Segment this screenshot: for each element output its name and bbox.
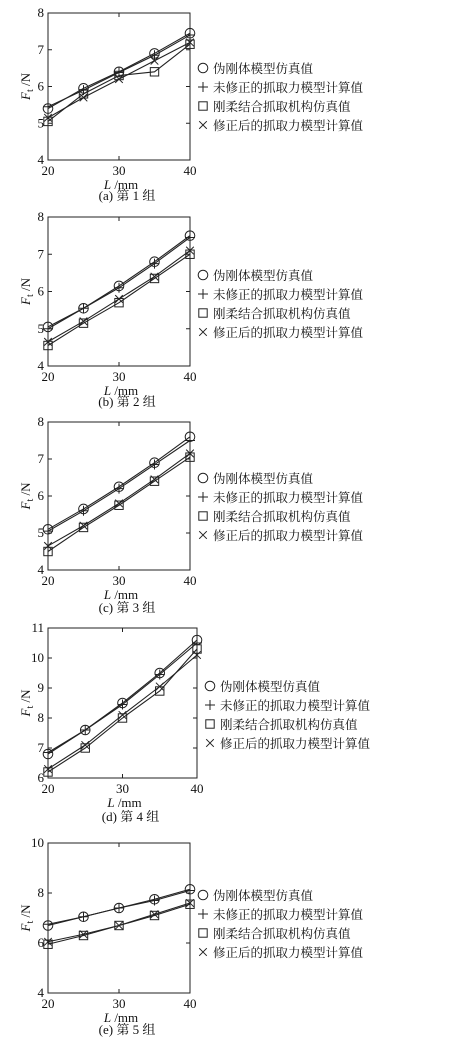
x-tick-label: 30 (112, 996, 126, 1011)
legend-label: 伪刚体模型仿真值 (220, 679, 321, 694)
panel-caption: (d) 第 4 组 (101, 809, 160, 824)
chart-panel-2 (18, 209, 364, 409)
legend-marker-cross (199, 948, 207, 956)
legend-label: 修正后的抓取力模型计算值 (213, 325, 364, 340)
series-plus (43, 436, 195, 537)
y-tick-label: 6 (37, 488, 44, 503)
y-tick-label: 11 (31, 620, 44, 635)
legend (198, 471, 364, 543)
y-tick-label: 8 (37, 414, 44, 429)
data-point (115, 922, 123, 930)
legend-marker-plus (205, 700, 215, 710)
plot-frame (48, 13, 190, 160)
data-point (43, 919, 53, 929)
legend-label: 未修正的抓取力模型计算值 (213, 287, 364, 302)
legend-label: 修正后的抓取力模型计算值 (213, 945, 364, 960)
legend-label: 伪刚体模型仿真值 (213, 888, 314, 903)
data-point (43, 748, 53, 758)
y-tick-label: 8 (37, 5, 44, 20)
series-line (48, 457, 190, 551)
series-square (44, 250, 194, 350)
y-tick-label: 10 (31, 835, 44, 850)
data-point (185, 232, 195, 242)
series-line (48, 254, 190, 345)
x-tick-label: 20 (41, 369, 55, 384)
plot-frame (48, 843, 190, 993)
y-axis-label: $F_t$ /N (18, 278, 36, 305)
x-tick-label: 40 (183, 573, 197, 588)
legend (198, 888, 364, 960)
data-point (150, 896, 160, 906)
panel-caption: (b) 第 2 组 (98, 394, 156, 409)
legend-marker-circle (198, 270, 208, 280)
series-line (48, 437, 190, 530)
legend-marker-square (199, 309, 207, 317)
legend-marker-square (206, 720, 214, 728)
legend-marker-circle (198, 890, 208, 900)
legend-label: 修正后的抓取力模型计算值 (213, 118, 364, 133)
x-tick-label: 20 (41, 573, 55, 588)
y-tick-label: 4 (37, 562, 44, 577)
x-tick-label: 30 (116, 781, 129, 796)
legend-label: 修正后的抓取力模型计算值 (213, 528, 364, 543)
x-axis-label: L /mm (107, 795, 142, 810)
panel-caption: (a) 第 1 组 (98, 188, 156, 203)
series-line (48, 655, 197, 769)
y-axis-label: $F_t$ /N (18, 689, 36, 717)
series-plus (43, 886, 195, 930)
legend-label: 伪刚体模型仿真值 (213, 268, 314, 283)
chart-panel-4 (18, 620, 371, 824)
series-line (48, 44, 190, 121)
x-tick-label: 40 (183, 369, 197, 384)
y-axis-label: $F_t$ /N (18, 73, 36, 100)
series-line (48, 640, 197, 754)
legend-label: 未修正的抓取力模型计算值 (213, 80, 364, 95)
data-point (185, 436, 195, 446)
data-point (150, 460, 160, 470)
x-axis-label: L /mm (103, 1010, 139, 1025)
y-tick-label: 10 (31, 650, 44, 665)
data-point (150, 259, 160, 269)
x-axis-label: L /mm (103, 383, 139, 398)
y-axis-label: $F_t$ /N (18, 904, 36, 932)
series-cross (44, 651, 201, 773)
y-tick-label: 9 (37, 680, 44, 695)
y-tick-label: 8 (37, 885, 44, 900)
data-point (185, 886, 195, 896)
y-tick-label: 6 (37, 770, 44, 785)
x-tick-label: 40 (190, 781, 204, 796)
x-tick-label: 20 (41, 996, 55, 1011)
series-cross (44, 450, 194, 550)
legend-label: 刚柔结合抓取机构仿真值 (213, 306, 351, 321)
y-tick-label: 5 (37, 115, 44, 131)
x-tick-label: 30 (112, 163, 126, 178)
legend-label: 刚柔结合抓取机构仿真值 (213, 509, 351, 524)
legend-label: 未修正的抓取力模型计算值 (213, 907, 364, 922)
legend-label: 刚柔结合抓取机构仿真值 (220, 717, 358, 732)
series-circle (43, 432, 195, 534)
y-tick-label: 4 (37, 152, 44, 167)
legend-marker-plus (198, 289, 208, 299)
series-square (44, 453, 194, 556)
legend-marker-square (199, 929, 207, 937)
y-tick-label: 7 (37, 246, 44, 262)
x-axis-label: L /mm (103, 177, 139, 192)
legend-marker-square (199, 102, 207, 110)
y-tick-label: 5 (37, 320, 44, 336)
x-tick-label: 20 (41, 781, 55, 796)
legend-marker-cross (206, 739, 214, 747)
series-circle (43, 231, 195, 332)
data-point (114, 484, 124, 494)
legend-marker-square (199, 512, 207, 520)
y-tick-label: 7 (37, 740, 44, 755)
x-tick-label: 40 (183, 163, 197, 178)
legend-marker-cross (199, 328, 207, 336)
x-tick-label: 40 (183, 996, 197, 1011)
x-axis-label: L /mm (103, 587, 139, 602)
legend-marker-circle (198, 63, 208, 73)
x-tick-label: 30 (112, 369, 126, 384)
x-tick-label: 30 (112, 573, 126, 588)
panel-caption: (e) 第 5 组 (98, 1022, 156, 1037)
series-plus (43, 232, 195, 333)
series-square (44, 40, 194, 126)
chart-panel-3 (18, 414, 364, 615)
legend-label: 刚柔结合抓取机构仿真值 (213, 926, 351, 941)
y-tick-label: 6 (37, 283, 44, 299)
series-cross (44, 247, 194, 346)
legend-label: 修正后的抓取力模型计算值 (220, 736, 371, 751)
legend-marker-plus (198, 82, 208, 92)
legend-marker-plus (198, 909, 208, 919)
legend-marker-circle (205, 681, 215, 691)
legend-label: 伪刚体模型仿真值 (213, 61, 314, 76)
legend-label: 伪刚体模型仿真值 (213, 471, 314, 486)
legend-label: 刚柔结合抓取机构仿真值 (213, 99, 351, 114)
y-tick-label: 6 (37, 78, 44, 94)
series-line (48, 649, 197, 772)
legend-marker-cross (199, 121, 207, 129)
legend-marker-plus (198, 492, 208, 502)
chart-panel-1 (18, 5, 364, 203)
chart-panel-5 (18, 835, 364, 1037)
legend-label: 未修正的抓取力模型计算值 (213, 490, 364, 505)
plot-frame (48, 422, 190, 570)
y-tick-label: 7 (37, 451, 44, 466)
y-tick-label: 7 (37, 41, 44, 57)
legend (205, 679, 371, 751)
y-tick-label: 4 (37, 358, 44, 373)
y-tick-label: 8 (37, 710, 44, 725)
panel-caption: (c) 第 3 组 (98, 600, 156, 615)
data-point (114, 283, 124, 293)
y-tick-label: 8 (37, 209, 44, 224)
data-point (43, 102, 53, 112)
y-tick-label: 4 (37, 985, 44, 1000)
legend-marker-cross (199, 531, 207, 539)
y-axis-label: $F_t$ /N (18, 482, 36, 510)
x-tick-label: 20 (41, 163, 55, 178)
series-circle (43, 635, 202, 759)
legend (198, 268, 364, 340)
series-line (48, 251, 190, 342)
legend-label: 未修正的抓取力模型计算值 (220, 698, 371, 713)
y-tick-label: 5 (37, 525, 44, 540)
legend (198, 61, 364, 133)
legend-marker-circle (198, 473, 208, 483)
series-line (48, 453, 190, 546)
y-tick-label: 6 (37, 935, 44, 950)
